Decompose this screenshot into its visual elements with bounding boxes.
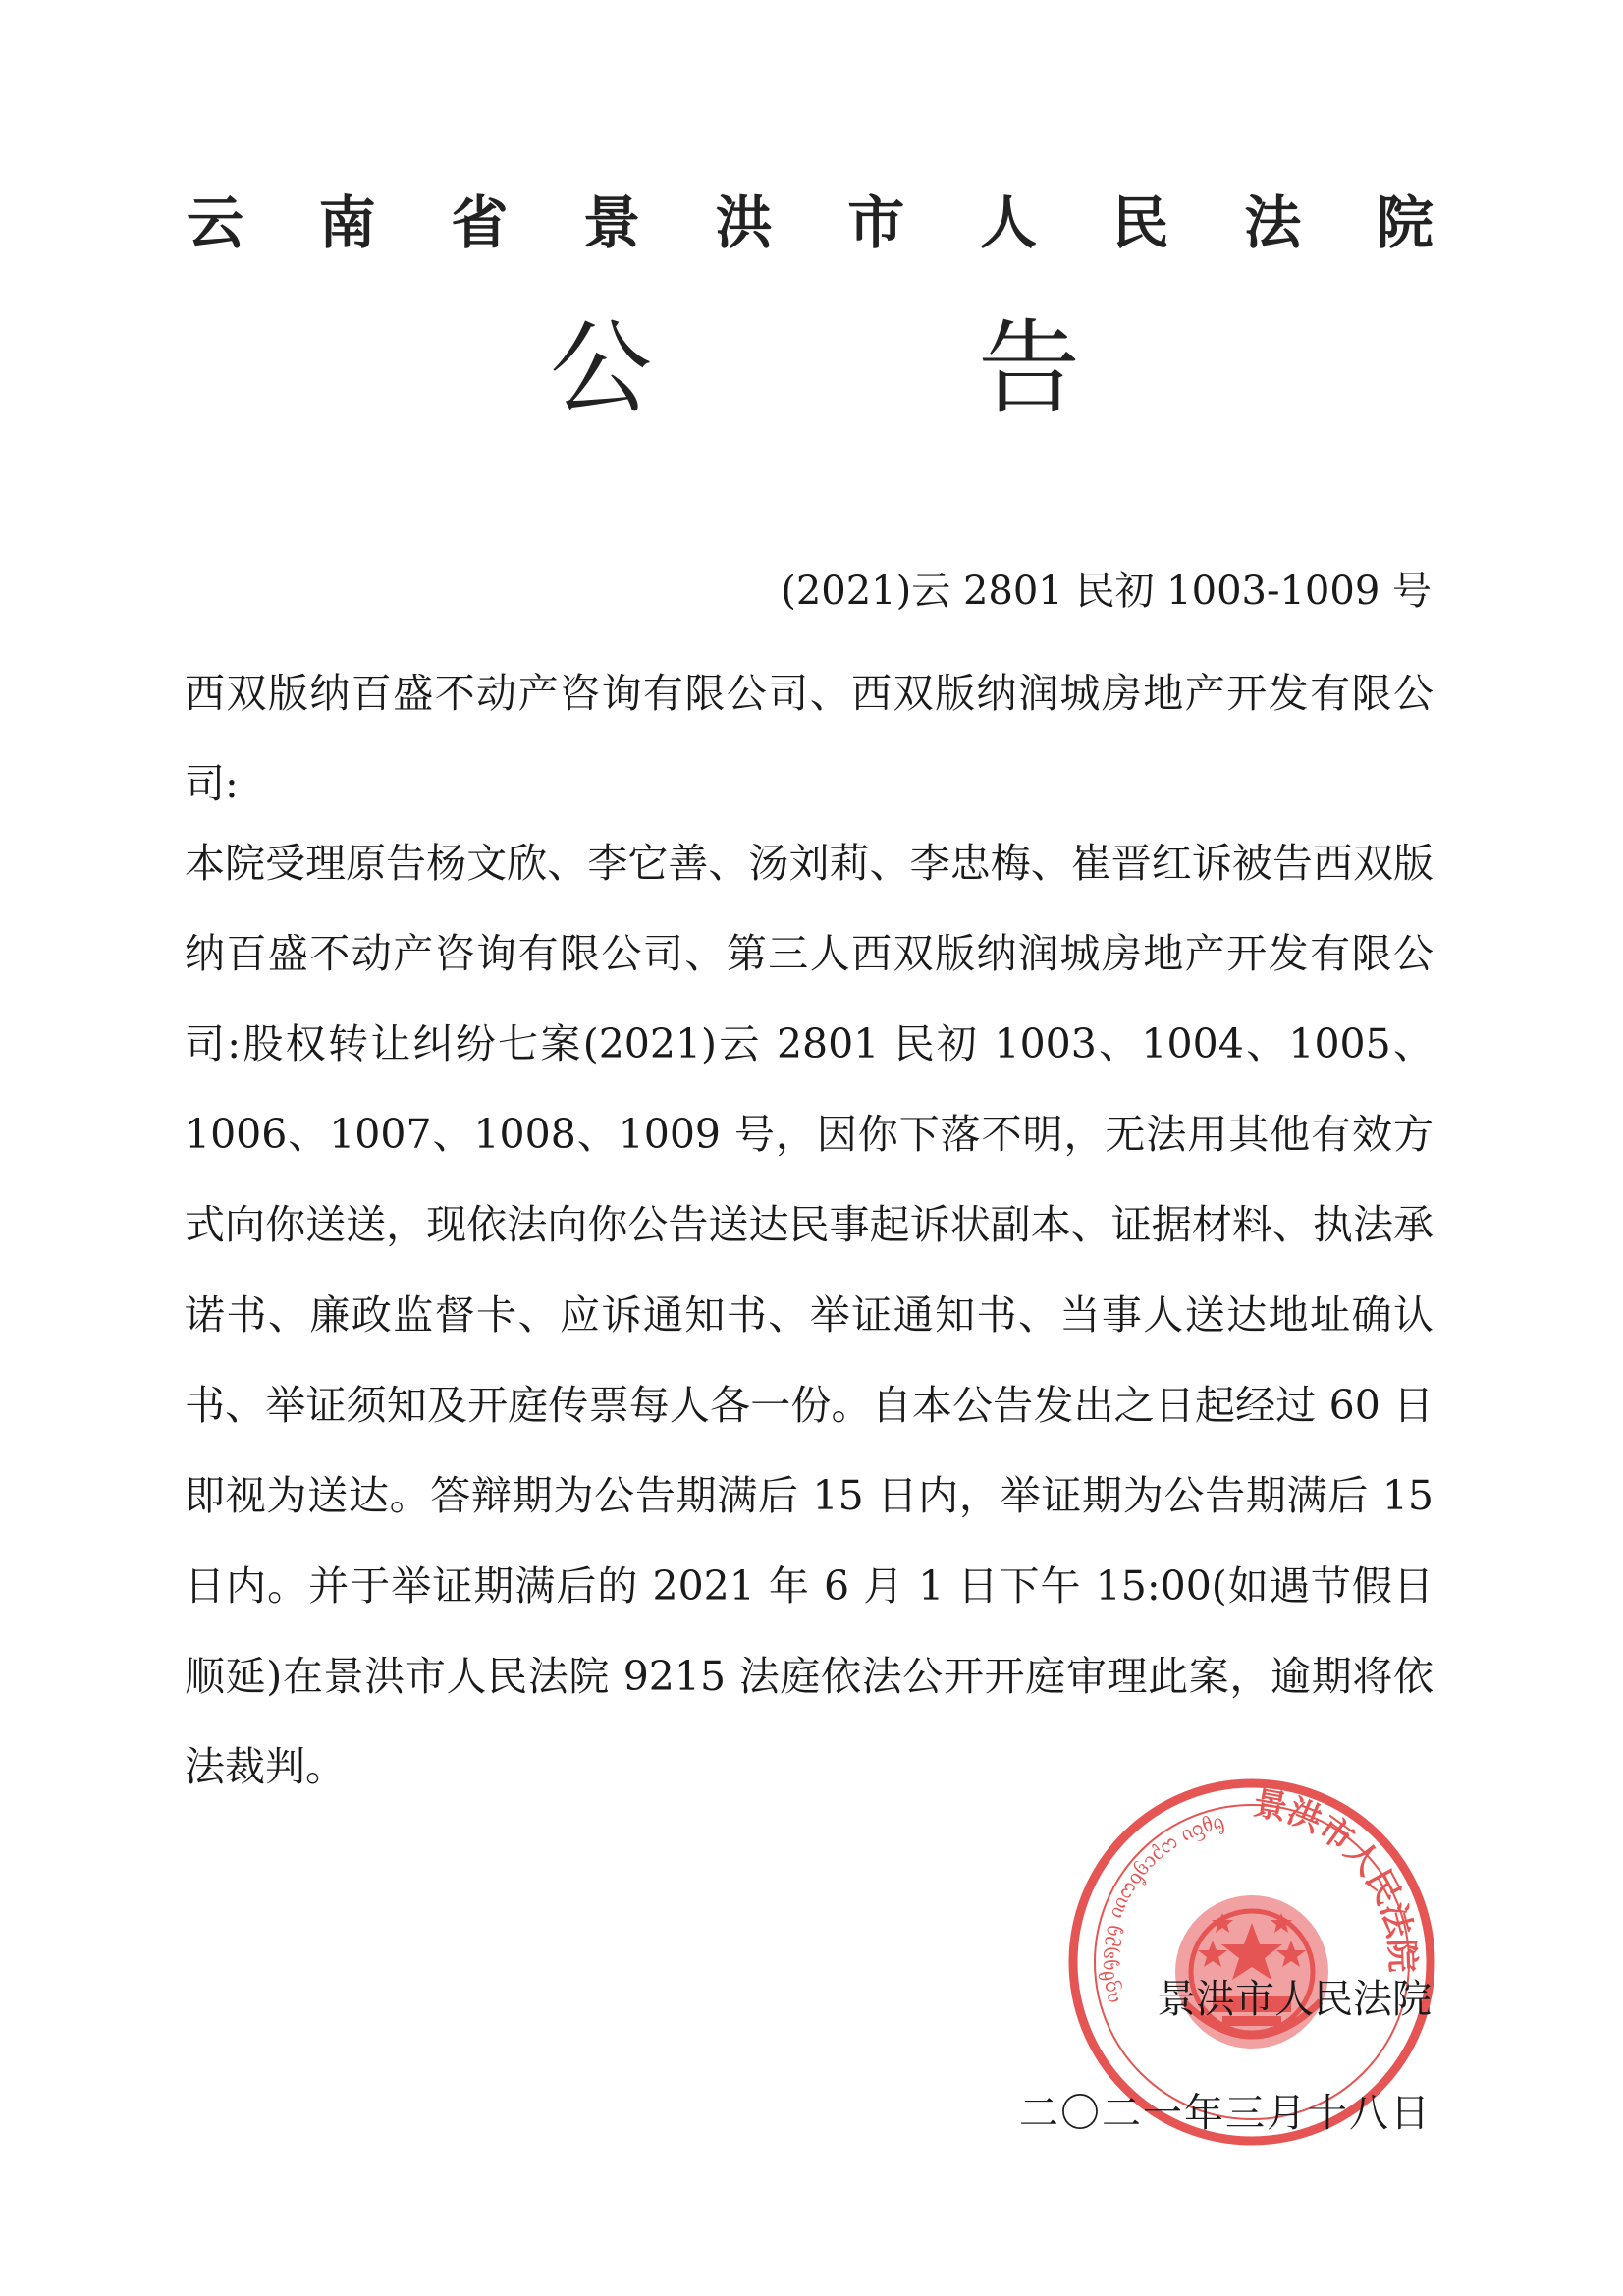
court-name-char: 法 [1244,190,1302,256]
svg-text:景洪市人民法院: 景洪市人民法院 [1250,1783,1422,1974]
court-name-char: 市 [847,190,905,256]
court-name-char: 南 [318,190,376,256]
notice-title-char: 告 [977,308,1080,428]
court-name-char: 院 [1376,190,1434,256]
court-name-char: 省 [451,190,509,256]
signature-date: 二〇二一年三月十八日 [1019,2091,1432,2136]
court-name-char: 民 [1111,190,1169,256]
court-name-char: 云 [187,190,244,256]
court-name-char: 人 [979,190,1037,256]
court-name-char: 洪 [715,190,773,256]
svg-text:ᦵᦋᦲᧂᦣᦳᧂ ᦶᦂᧁᦑᦱᦺᦂ ᦵᦋᦲᧂ: ᦵᦋᦲᧂᦣᦳᧂ ᦶᦂᧁᦑᦱᦺᦂ ᦵᦋᦲᧂ [1095,1808,1226,2006]
addressee: 西双版纳百盛不动产咨询有限公司、西双版纳润城房地产开发有限公司: [185,670,1434,807]
notice-title [550,300,1080,437]
notice-body: 本院受理原告杨文欣、李它善、汤刘莉、李忠梅、崔晋红诉被告西双版纳百盛不动产咨询有限公司、第三人西双版纳润城房地产开发有限公司:股权转让纠纷七案(2021)云 2801 民初 1003、1004、1005、1006、1007、1008、1009 号，因你下落不明，无法用其他有效方式向你送送，现依法向你公告送达民事起诉状副本、证据材料、执法承诺书、廉政监督卡、应诉通知书、举证通知书、当事人送达地址确认书、举证须知及开庭传票每人各一份。自本公告发出之日起经过 60 日即视为送达。答辩期为公告期满后 15 日内，举证期为公告期满后 15 日内。并于举证期满后的 2021 年 6 月 1 日下午 15:00(如遇节假日顺延)在景洪市人民法院 9215 法庭依法公开开庭审理此案，逾期将依法裁判。 [185,840,1434,1790]
signature-court: 景洪市人民法院 [1157,1977,1432,2022]
notice-title-char: 公 [550,308,653,428]
case-number: (2021)云 2801 民初 1003-1009 号 [781,569,1432,614]
court-name-char: 景 [582,190,640,256]
court-name-heading [187,179,1434,267]
